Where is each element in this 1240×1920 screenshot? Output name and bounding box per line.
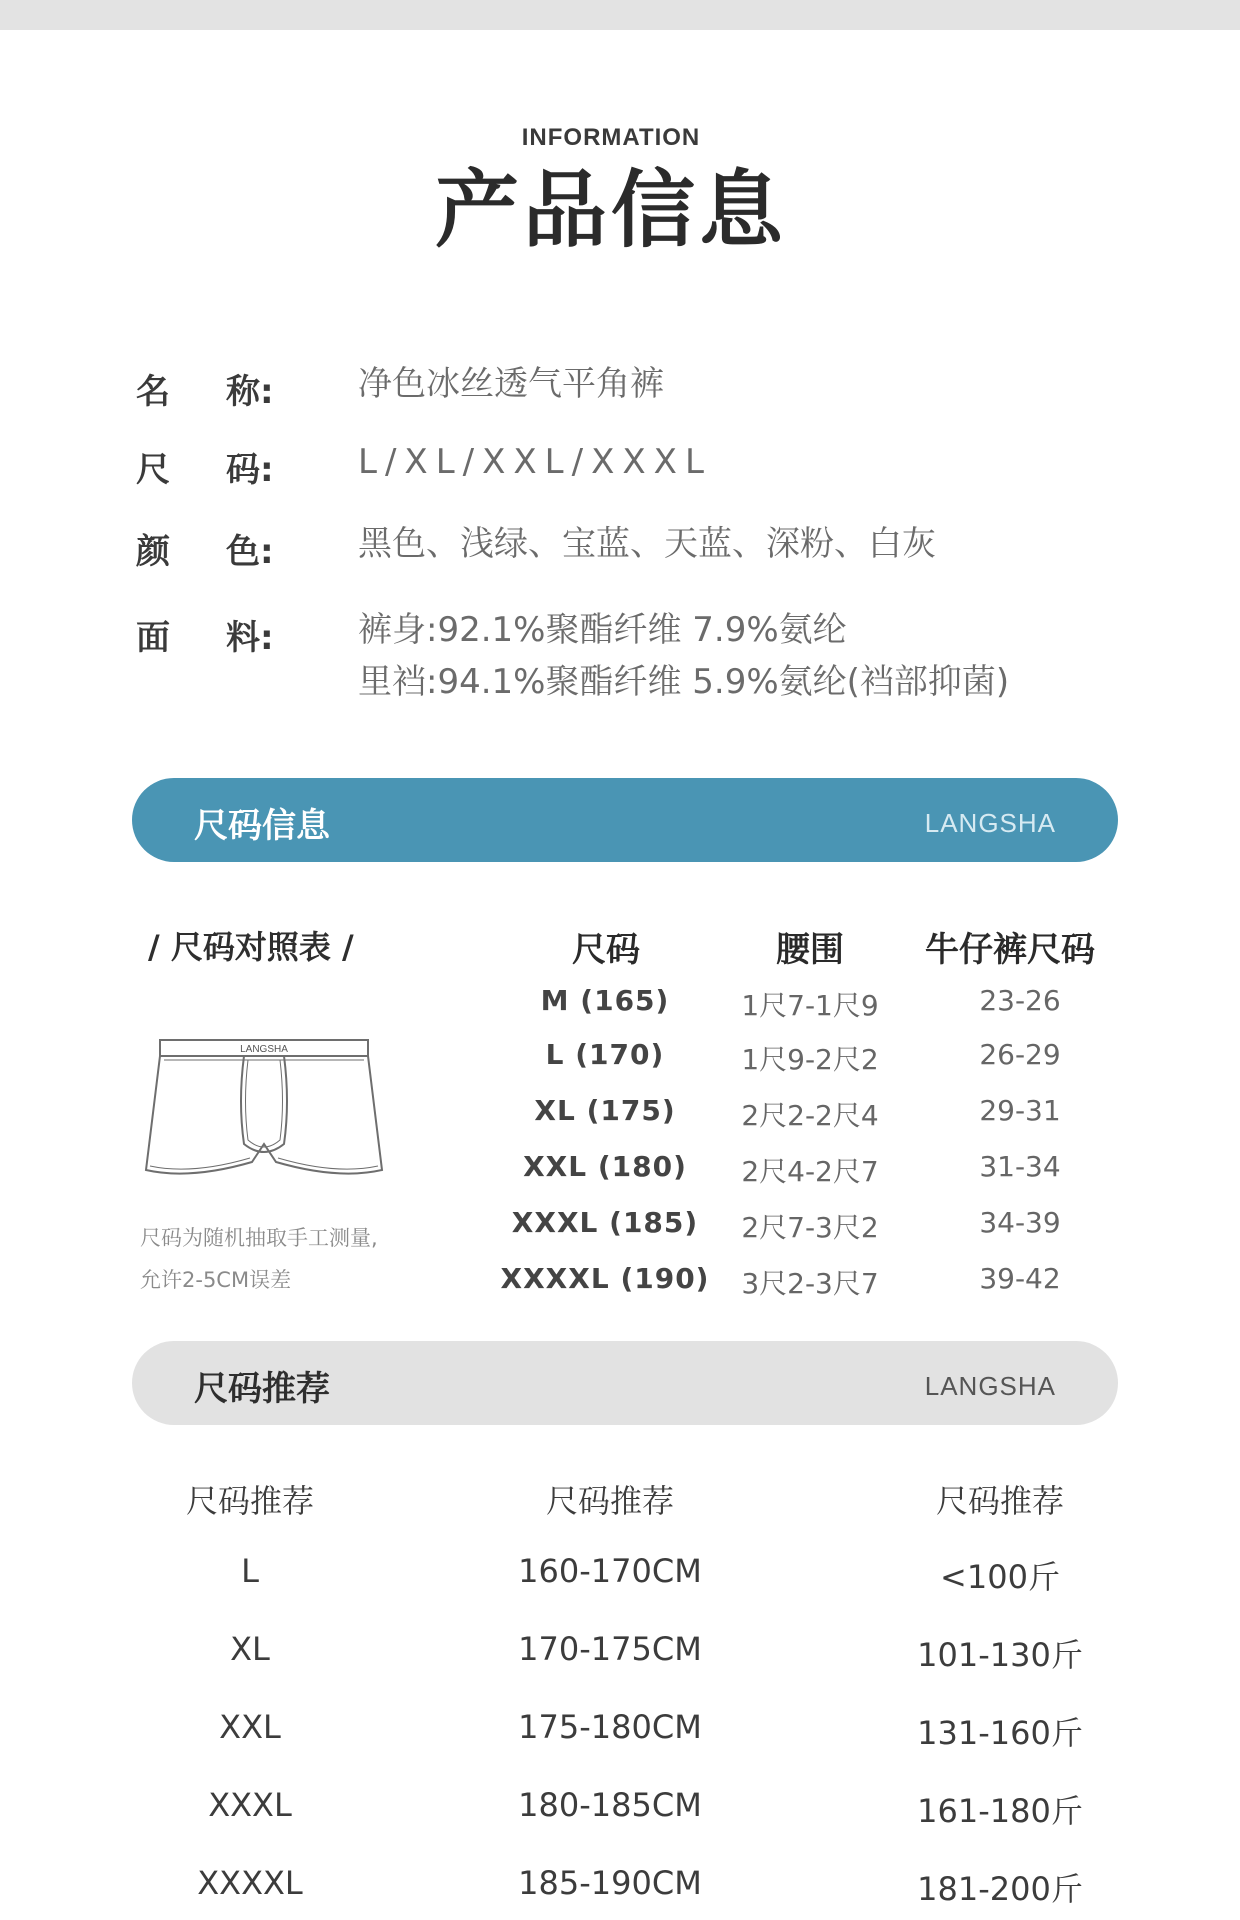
info-label-char: 面	[136, 618, 170, 658]
info-value-line: 里裆:94.1%聚酯纤维 5.9%氨纶(裆部抑菌)	[358, 662, 1010, 702]
info-label-char: 色:	[226, 532, 274, 572]
recommend-weight-cell: 131-160斤	[917, 1714, 1083, 1752]
recommend-weight-cell: 161-180斤	[917, 1792, 1083, 1830]
info-value-line: 裤身:92.1%聚酯纤维 7.9%氨纶	[358, 610, 847, 650]
recommend-header: 尺码推荐	[185, 1482, 314, 1520]
size-chart-size-cell: XXXXL (190)	[500, 1262, 710, 1295]
size-note-line: 尺码为随机抽取手工测量,	[140, 1226, 378, 1250]
waist-column-header: 腰围	[776, 930, 844, 970]
info-value	[358, 364, 664, 404]
banner-brand: LANGSHA	[924, 808, 1056, 838]
info-value-line: 黑色、浅绿、宝蓝、天蓝、深粉、白灰	[358, 524, 936, 564]
size-chart-jeans-cell: 39-42	[979, 1262, 1061, 1295]
jeans-column-header: 牛仔裤尺码	[925, 930, 1095, 970]
size-chart-waist-cell: 2尺4-2尺7	[741, 1155, 879, 1188]
info-value	[358, 442, 712, 482]
recommend-weight-cell: <100斤	[940, 1558, 1060, 1596]
recommend-height-cell: 180-185CM	[518, 1786, 702, 1824]
info-value	[358, 604, 1009, 708]
size-chart-waist-cell: 2尺2-2尺4	[741, 1099, 879, 1132]
banner-title: 尺码信息	[194, 806, 330, 846]
size-column-header: 尺码	[572, 930, 640, 970]
recommend-size-cell: L	[241, 1552, 259, 1590]
size-chart-size-cell: M (165)	[540, 984, 670, 1017]
size-info-banner	[132, 778, 1118, 862]
banner-title: 尺码推荐	[194, 1369, 330, 1409]
banner-brand: LANGSHA	[924, 1371, 1056, 1401]
info-label-char: 名	[136, 372, 170, 412]
recommend-size-cell: XXXXL	[197, 1864, 303, 1902]
info-label-char: 码:	[226, 450, 274, 490]
underwear-illustration	[140, 1032, 388, 1192]
size-chart-waist-cell: 2尺7-3尺2	[741, 1211, 879, 1244]
size-chart-size-cell: XL (175)	[534, 1094, 676, 1127]
size-chart-jeans-cell: 29-31	[979, 1094, 1061, 1127]
recommend-height-cell: 185-190CM	[518, 1864, 702, 1902]
recommend-weight-cell: 181-200斤	[917, 1870, 1083, 1908]
size-chart-waist-cell: 1尺7-1尺9	[741, 989, 879, 1022]
size-recommend-banner	[132, 1341, 1118, 1425]
recommend-header: 尺码推荐	[935, 1482, 1064, 1520]
info-value-line: L/XL/XXL/XXXL	[358, 442, 712, 482]
top-bar	[0, 0, 1240, 30]
info-value-line: 净色冰丝透气平角裤	[358, 364, 664, 404]
illustration-brand-label: LANGSHA	[240, 1044, 288, 1055]
info-label-char: 料:	[226, 618, 274, 658]
size-chart-waist-cell: 1尺9-2尺2	[741, 1043, 879, 1076]
size-chart-jeans-cell: 26-29	[979, 1038, 1061, 1071]
recommend-size-cell: XXL	[219, 1708, 281, 1746]
size-chart-size-cell: XXL (180)	[523, 1150, 687, 1183]
size-chart-title: / 尺码对照表 /	[148, 928, 354, 966]
size-chart-jeans-cell: 23-26	[979, 984, 1061, 1017]
recommend-height-cell: 175-180CM	[518, 1708, 702, 1746]
size-chart-waist-cell: 3尺2-3尺7	[741, 1267, 879, 1300]
info-label-char: 尺	[136, 450, 170, 490]
info-value	[358, 524, 936, 564]
size-chart-size-cell: L (170)	[545, 1038, 665, 1071]
size-chart-size-cell: XXXL (185)	[511, 1206, 699, 1239]
info-label-char: 颜	[136, 532, 170, 572]
recommend-height-cell: 170-175CM	[518, 1630, 702, 1668]
recommend-height-cell: 160-170CM	[518, 1552, 702, 1590]
page-title: 产品信息	[434, 161, 787, 259]
recommend-header: 尺码推荐	[545, 1482, 674, 1520]
recommend-size-cell: XXXL	[208, 1786, 292, 1824]
recommend-weight-cell: 101-130斤	[917, 1636, 1083, 1674]
recommend-size-cell: XL	[230, 1630, 270, 1668]
size-chart-jeans-cell: 34-39	[979, 1206, 1061, 1239]
info-label-char: 称:	[226, 372, 274, 412]
size-note-line: 允许2-5CM误差	[140, 1268, 292, 1292]
size-chart-jeans-cell: 31-34	[979, 1150, 1061, 1183]
section-eyebrow: INFORMATION	[521, 124, 701, 151]
